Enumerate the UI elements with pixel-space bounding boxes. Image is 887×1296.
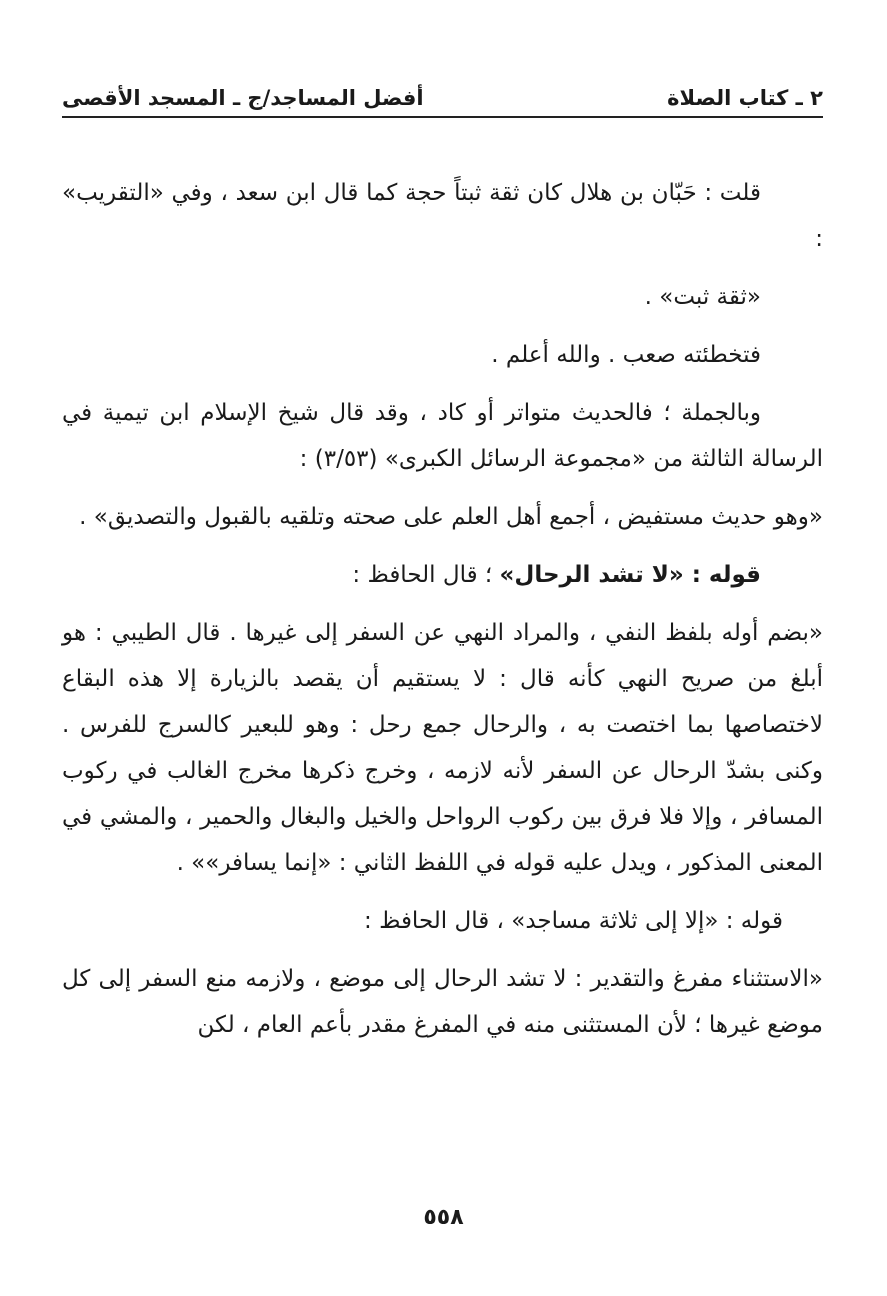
page-number: ٥٥٨: [423, 1205, 464, 1230]
bold-lead: قوله : «لا تشد الرحال»: [499, 562, 761, 588]
quote-paragraph: «وهو حديث مستفيض ، أجمع أهل العلم على صحته وتلقيه بالقبول والتصديق» .: [79, 504, 823, 530]
paragraph: «ثقة ثبت» .: [644, 284, 761, 310]
paragraph: وبالجملة ؛ فالحديث متواتر أو كاد ، وقد قال شيخ الإسلام ابن تيمية في الرسالة الثالثة من «مجموعة الرسائل الكبرى» (٣/٥٣) :: [62, 400, 823, 472]
running-header: [62, 72, 823, 118]
quote-paragraph: «بضم أوله بلفظ النفي ، والمراد النهي عن السفر إلى غيرها . قال الطيبي : هو أبلغ من صريح النهي كأنه قال : لا يستقيم أن يقصد بالزيارة إلا هذه البقاع لاختصاصها بما اختصت به ، والرحال جمع رحل : وهو للبعير كالسرج للفرس . وكنى بشدّ الرحال عن السفر لأنه لازمه ، وخرج ذكرها مخرج الغالب في ركوب المسافر ، وإلا فلا فرق بين ركوب الرواحل والخيل والبغال والحمير ، والمشي في المعنى المذكور ، ويدل عليه قوله في اللفظ الثاني : «إنما يسافر»» .: [62, 620, 823, 876]
paragraph: فتخطئته صعب . والله أعلم .: [491, 342, 761, 368]
paragraph: قوله : «لا تشد الرحال» ؛ قال الحافظ :: [352, 562, 761, 588]
quote-paragraph: «الاستثناء مفرغ والتقدير : لا تشد الرحال إلى موضع ، ولازمه منع السفر إلى كل موضع غيرها ؛ لأن المستثنى منه في المفرغ مقدر بأعم العام ، لكن: [62, 966, 823, 1038]
body-text: [62, 170, 823, 1060]
paragraph: قلت : حَبّان بن هلال كان ثقة ثبتاً حجة كما قال ابن سعد ، وفي «التقريب» :: [62, 180, 823, 252]
chapter-title: ٢ ـ كتاب الصلاة: [667, 86, 823, 110]
section-title: أفضل المساجد/ج ـ المسجد الأقصى: [62, 86, 424, 110]
paragraph: قوله : «إلا إلى ثلاثة مساجد» ، قال الحافظ :: [364, 908, 783, 934]
